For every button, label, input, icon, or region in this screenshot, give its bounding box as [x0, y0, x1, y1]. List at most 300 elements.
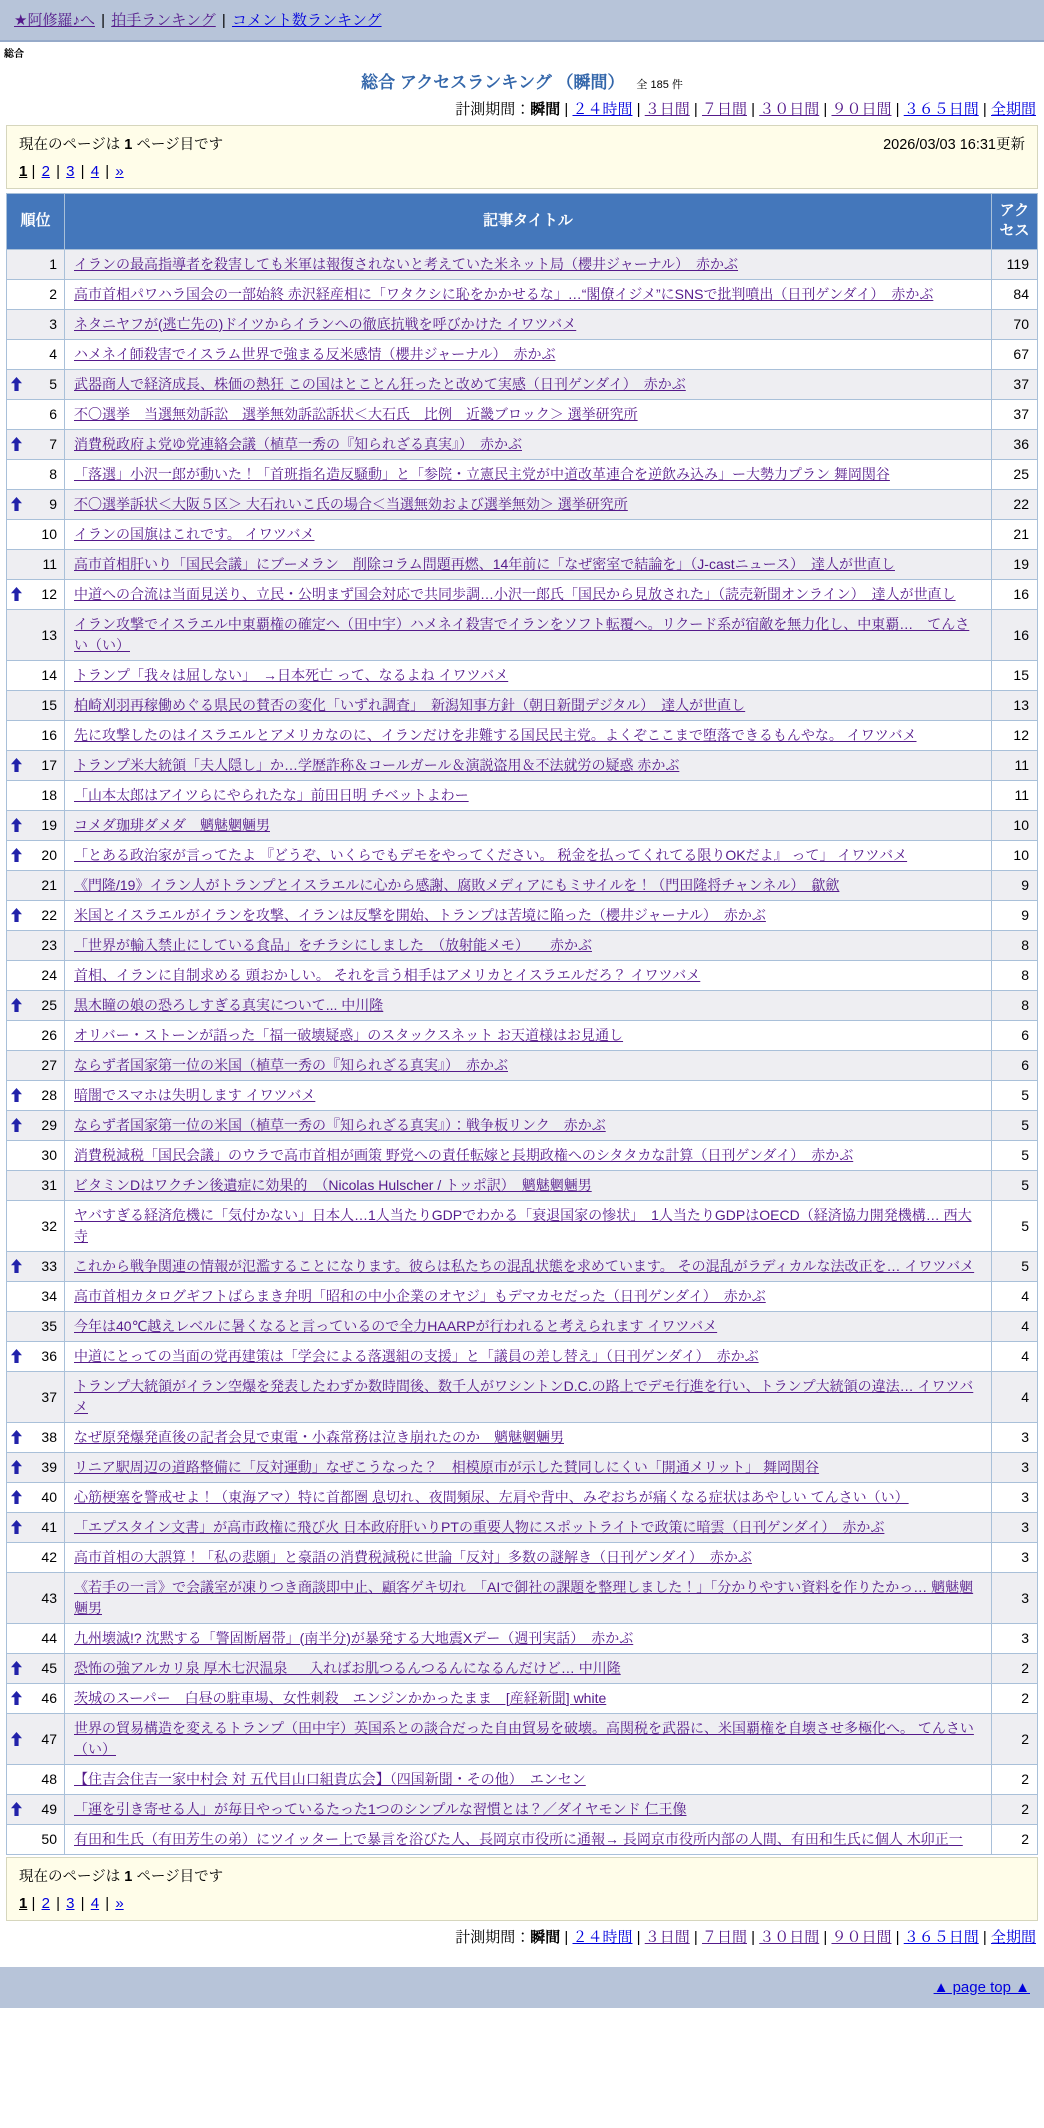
period-link-3[interactable]: ７日間	[701, 1928, 747, 1946]
nav-link-clap-ranking[interactable]: 拍手ランキング	[111, 12, 216, 29]
access-count: 5	[992, 1200, 1038, 1251]
article-link[interactable]: 消費税減税「国民会議」のウラで高市首相が画策 野党への責任転嫁と長期政権へのシタタカな計算（日刊ゲンダイ） 赤かぶ	[74, 1146, 854, 1163]
rank-cell	[7, 1794, 65, 1824]
rank-number: 39	[41, 1459, 57, 1475]
ranking-table	[6, 193, 1038, 1855]
title-cell	[65, 810, 992, 840]
table-row	[7, 1311, 1038, 1341]
separator: |	[891, 101, 904, 118]
rank-up-arrow-icon	[11, 1691, 22, 1705]
article-link[interactable]: ヤバすぎる経済危機に「気付かない」日本人…1人当たりGDPでわかる「衰退国家の惨状」 1人当たりGDPはOECD（経済協力開発機構… 西大寺	[74, 1206, 972, 1244]
column-header-title: 記事タイトル	[65, 194, 992, 250]
title-cell	[65, 1653, 992, 1683]
title-cell	[65, 1251, 992, 1281]
rank-number: 33	[41, 1258, 57, 1274]
article-link[interactable]: オリバー・ストーンが語った「福一破壊疑惑」のスタックスネット お天道様はお見通し	[74, 1026, 624, 1043]
rank-number: 29	[41, 1117, 57, 1133]
title-cell	[65, 960, 992, 990]
rank-up-arrow-icon	[11, 497, 22, 511]
rank-cell	[7, 960, 65, 990]
rank-cell	[7, 519, 65, 549]
table-row	[7, 309, 1038, 339]
rank-up-arrow-icon	[11, 1490, 22, 1504]
rank-cell	[7, 810, 65, 840]
table-row	[7, 810, 1038, 840]
rank-number: 36	[41, 1348, 57, 1364]
access-count: 3	[992, 1542, 1038, 1572]
rank-up-arrow-icon	[11, 1732, 22, 1746]
current-page-number: 1	[124, 1868, 133, 1885]
article-link[interactable]: 「世界が輸入禁止にしている食品」をチラシにしました （放射能メモ） 赤かぶ	[74, 936, 592, 953]
access-count: 16	[992, 609, 1038, 660]
period-link-0: 瞬間	[530, 101, 561, 118]
article-link[interactable]: 高市首相パワハラ国会の一部始終 赤沢経産相に「ワタクシに恥をかかせるな」…“閣僚イジメ”にSNSで批判噴出（日刊ゲンダイ） 赤かぶ	[74, 285, 934, 302]
table-row	[7, 1794, 1038, 1824]
period-link-3[interactable]: ７日間	[701, 101, 747, 118]
article-link[interactable]: 米国とイスラエルがイランを攻撃、イランは反撃を開始、トランプは苦境に陥った（櫻井ジャーナル） 赤かぶ	[74, 906, 766, 923]
access-count: 11	[992, 780, 1038, 810]
access-count: 9	[992, 900, 1038, 930]
rank-cell	[7, 690, 65, 720]
rank-number: 14	[41, 667, 57, 683]
access-count: 3	[992, 1572, 1038, 1623]
article-link[interactable]: 柏崎刈羽再稼働めぐる県民の賛否の変化「いずれ調査」 新潟知事方針（朝日新聞デジタル） 達人が世直し	[74, 696, 746, 713]
table-row	[7, 840, 1038, 870]
table-row	[7, 1452, 1038, 1482]
access-count: 10	[992, 810, 1038, 840]
rank-up-arrow-icon	[11, 848, 22, 862]
rank-cell	[7, 429, 65, 459]
article-link[interactable]: コメダ珈琲ダメダ 魑魅魍魎男	[74, 816, 270, 833]
rank-number: 1	[49, 256, 57, 272]
access-count: 4	[992, 1311, 1038, 1341]
rank-cell	[7, 369, 65, 399]
article-link[interactable]: 武器商人で経済成長、株価の熱狂 この国はとことん狂ったと改めて実感（日刊ゲンダイ） 赤かぶ	[74, 375, 686, 392]
article-link[interactable]: 「エプスタイン文書」が高市政権に飛び火 日本政府肝いりPTの重要人物にスポットライトで政策に暗雲（日刊ゲンダイ） 赤かぶ	[74, 1518, 885, 1535]
title-cell	[65, 870, 992, 900]
table-row	[7, 489, 1038, 519]
article-link[interactable]: トランプ米大統領「夫人隠し」か…学歴詐称＆コールガール＆演説盗用＆不法就労の疑惑 赤かぶ	[74, 756, 680, 773]
rank-cell	[7, 1542, 65, 1572]
top-nav-bar	[0, 0, 1044, 42]
article-link[interactable]: 《門隆/19》イラン人がトランプとイスラエルに心から感謝、腐敗メディアにもミサイルを！（門田隆将チャンネル） 歙歛	[74, 876, 840, 893]
title-cell	[65, 1623, 992, 1653]
page-link-3[interactable]: 3	[66, 1894, 75, 1912]
separator: |	[101, 163, 114, 180]
article-link[interactable]: 高市首相カタログギフトばらまき弁明「昭和の中小企業のオヤジ」もデマカセだった（日刊ゲンダイ） 赤かぶ	[74, 1287, 766, 1304]
rank-number: 47	[41, 1730, 57, 1747]
article-link[interactable]: リニア駅周辺の道路整備に「反対運動」なぜこうなった？ 相模原市が示した賛同しにくい「開通メリット」 舞岡関谷	[74, 1458, 820, 1475]
article-link[interactable]: 有田和生氏（有田芳生の弟）にツイッター上で暴言を浴びた人、長岡京市役所に通報→ 長岡京市役所内部の人間、有田和生氏に個人 木卯正一	[74, 1830, 963, 1847]
table-row	[7, 1170, 1038, 1200]
article-link[interactable]: 「落選」小沢一郎が動いた！「首班指名造反騒動」と「参院・立憲民主党が中道改革連合を逆飲み込み」ー大勢力プラン 舞岡関谷	[74, 465, 890, 482]
rank-cell	[7, 1683, 65, 1713]
title-cell	[65, 1452, 992, 1482]
separator: |	[747, 1928, 760, 1946]
table-row	[7, 1572, 1038, 1623]
title-cell	[65, 1281, 992, 1311]
separator: |	[560, 101, 573, 118]
total-count: 全 185 件	[636, 79, 683, 91]
rank-cell	[7, 1110, 65, 1140]
article-link[interactable]: 消費税政府よ党ゆ党連絡会議（植草一秀の『知られざる真実』） 赤かぶ	[74, 435, 522, 452]
article-link[interactable]: 中道への合流は当面見送り、立民・公明まず国会対応で共同歩調…小沢一郎氏「国民から見放された」（読売新聞オンライン） 達人が世直し	[74, 585, 956, 602]
table-row	[7, 900, 1038, 930]
period-link-1[interactable]: ２４時間	[572, 1928, 633, 1946]
separator: |	[747, 101, 760, 118]
access-count: 67	[992, 339, 1038, 369]
title-cell	[65, 780, 992, 810]
access-count: 3	[992, 1452, 1038, 1482]
updated-timestamp: 2026/03/03 16:31更新	[883, 137, 1025, 153]
current-page-text: 現在のページは 1 ページ目です	[19, 137, 224, 153]
access-count: 37	[992, 399, 1038, 429]
rank-cell	[7, 1251, 65, 1281]
separator: |	[978, 1928, 991, 1946]
rank-cell	[7, 1080, 65, 1110]
page-title: 総合 アクセスランキング （瞬間）	[361, 73, 625, 92]
title-cell	[65, 750, 992, 780]
rank-up-arrow-icon	[11, 437, 22, 451]
rank-number: 4	[49, 346, 57, 362]
article-link[interactable]: 世界の貿易構造を変えるトランプ（田中宇）英国系との談合だった自由貿易を破壊。高関税を武器に、米国覇権を自壊させ多極化へ。 てんさい（い）	[74, 1719, 974, 1757]
access-count: 12	[992, 720, 1038, 750]
rank-number: 50	[41, 1831, 57, 1847]
access-count: 37	[992, 369, 1038, 399]
table-row	[7, 1251, 1038, 1281]
access-count: 8	[992, 960, 1038, 990]
article-link[interactable]: 黒木瞳の娘の恐ろしすぎる真実について... 中川隆	[74, 996, 384, 1013]
rank-number: 7	[49, 436, 57, 452]
rank-number: 24	[41, 967, 57, 983]
separator: |	[689, 1928, 702, 1946]
period-nav-bottom	[0, 1923, 1044, 1951]
rank-cell	[7, 1341, 65, 1371]
table-row	[7, 339, 1038, 369]
rank-up-arrow-icon	[11, 758, 22, 772]
access-count: 4	[992, 1281, 1038, 1311]
access-count: 6	[992, 1050, 1038, 1080]
rank-number: 45	[41, 1660, 57, 1676]
title-cell	[65, 279, 992, 309]
table-row	[7, 1341, 1038, 1371]
article-link[interactable]: 心筋梗塞を警戒せよ！（東海アマ）特に首都圏 息切れ、夜間頻尿、左肩や背中、みぞおちが痛くなる症状はあやしい てんさい（い）	[74, 1488, 909, 1505]
table-row	[7, 960, 1038, 990]
article-link[interactable]: 「運を引き寄せる人」が毎日やっているたった1つのシンプルな習慣とは？／ダイヤモンド 仁王像	[74, 1800, 687, 1817]
separator: |	[689, 101, 702, 118]
period-link-7[interactable]: 全期間	[990, 101, 1036, 118]
article-link[interactable]: なぜ原発爆発直後の記者会見で東電・小森常務は泣き崩れたのか 魑魅魍魎男	[74, 1428, 564, 1445]
rank-number: 34	[41, 1288, 57, 1304]
page-link-»[interactable]: »	[115, 1894, 124, 1912]
rank-number: 6	[49, 406, 57, 422]
access-count: 5	[992, 1140, 1038, 1170]
footer-bar	[0, 1967, 1044, 2008]
rank-cell	[7, 1824, 65, 1854]
rank-cell	[7, 1050, 65, 1080]
page-link-1: 1	[19, 1894, 28, 1912]
table-row	[7, 1482, 1038, 1512]
rank-number: 20	[41, 847, 57, 863]
access-count: 9	[992, 870, 1038, 900]
table-row	[7, 579, 1038, 609]
title-cell	[65, 489, 992, 519]
separator: |	[27, 163, 40, 180]
rank-number: 41	[41, 1519, 57, 1535]
access-count: 19	[992, 549, 1038, 579]
separator: |	[560, 1928, 573, 1946]
table-row	[7, 690, 1038, 720]
rank-cell	[7, 399, 65, 429]
rank-up-arrow-icon	[11, 587, 22, 601]
table-row	[7, 720, 1038, 750]
title-cell	[65, 1050, 992, 1080]
title-cell	[65, 1512, 992, 1542]
article-link[interactable]: 《若手の一言》で会議室が凍りつき商談即中止、顧客ゲキ切れ 「AIで御社の課題を整理しました！」「分かりやすい資料を作りたかっ… 魑魅魍魎男	[74, 1578, 974, 1616]
access-count: 10	[992, 840, 1038, 870]
rank-cell	[7, 1170, 65, 1200]
column-header-rank: 順位	[7, 194, 65, 250]
title-cell	[65, 1482, 992, 1512]
title-cell	[65, 1371, 992, 1422]
rank-cell	[7, 1713, 65, 1764]
separator: |	[632, 101, 645, 118]
title-cell	[65, 990, 992, 1020]
rank-number: 3	[49, 316, 57, 332]
rank-up-arrow-icon	[11, 377, 22, 391]
access-count: 2	[992, 1683, 1038, 1713]
article-link[interactable]: 暗闇でスマホは失明します イワツバメ	[74, 1086, 316, 1103]
period-link-2[interactable]: ３日間	[644, 101, 690, 118]
rank-number: 40	[41, 1489, 57, 1505]
article-link[interactable]: ハメネイ師殺害でイスラム世界で強まる反米感情（櫻井ジャーナル） 赤かぶ	[74, 345, 556, 362]
period-link-4[interactable]: ３０日間	[759, 101, 820, 118]
rank-number: 46	[41, 1690, 57, 1706]
nav-link-asyura-home[interactable]: ★阿修羅♪へ	[14, 12, 95, 29]
article-link[interactable]: 先に攻撃したのはイスラエルとアメリカなのに、イランだけを非難する国民民主党。よくぞここまで堕落できるもんやな。 イワツバメ	[74, 726, 917, 743]
access-count: 2	[992, 1764, 1038, 1794]
rank-number: 32	[41, 1217, 57, 1234]
article-link[interactable]: 茨城のスーパー 白昼の駐車場、女性刺殺 エンジンかかったまま [産経新聞] white	[74, 1689, 607, 1706]
rank-number: 44	[41, 1630, 57, 1646]
pagination-top	[19, 163, 1025, 180]
access-count: 84	[992, 279, 1038, 309]
separator: |	[819, 101, 832, 118]
access-count: 3	[992, 1482, 1038, 1512]
page-link-2[interactable]: 2	[41, 163, 50, 180]
period-link-0: 瞬間	[530, 1928, 561, 1946]
title-cell	[65, 1542, 992, 1572]
period-label: 計測期間：	[455, 1928, 531, 1946]
info-box-top	[6, 125, 1038, 189]
period-link-7[interactable]: 全期間	[990, 1928, 1036, 1946]
article-link[interactable]: 高市首相肝いり「国民会議」にブーメラン 削除コラム問題再燃、14年前に「なぜ密室で結論を」（J-castニュース） 達人が世直し	[74, 555, 895, 572]
rank-number: 13	[41, 626, 57, 643]
article-link[interactable]: 不〇選挙 当選無効訴訟 選挙無効訴訟訴状＜大石氏 比例 近畿ブロック＞ 選挙研究所	[74, 405, 638, 422]
rank-number: 25	[41, 997, 57, 1013]
article-link[interactable]: ビタミンDはワクチン後遺症に効果的 （Nicolas Hulscher / トッポ訳） 魑魅魍魎男	[74, 1176, 592, 1193]
period-link-4[interactable]: ３０日間	[759, 1928, 820, 1946]
title-cell	[65, 900, 992, 930]
rank-number: 17	[41, 757, 57, 773]
table-row	[7, 1140, 1038, 1170]
title-cell	[65, 399, 992, 429]
rank-number: 27	[41, 1057, 57, 1073]
separator: |	[978, 101, 991, 118]
article-link[interactable]: イラン攻撃でイスラエル中東覇権の確定へ（田中宇）ハメネイ殺害でイランをソフト転覆へ。リクード系が宿敵を無力化し、中東覇… てんさい（い）	[74, 615, 970, 653]
rank-number: 5	[49, 376, 57, 392]
rank-number: 48	[41, 1771, 57, 1787]
period-link-6[interactable]: ３６５日間	[903, 1928, 979, 1946]
period-link-1[interactable]: ２４時間	[572, 101, 633, 118]
board-label: 総合	[4, 49, 24, 60]
access-count: 2	[992, 1653, 1038, 1683]
title-cell	[65, 1341, 992, 1371]
table-row	[7, 1050, 1038, 1080]
separator: |	[217, 12, 230, 29]
separator: |	[101, 1894, 114, 1912]
article-link[interactable]: これから戦争関連の情報が氾濫することになります。彼らは私たちの混乱状態を求めています。 その混乱がラディカルな法改正を… イワツバメ	[74, 1257, 975, 1274]
nav-link-comment-ranking[interactable]: コメント数ランキング	[231, 12, 382, 29]
rank-up-arrow-icon	[11, 1349, 22, 1363]
table-row	[7, 1020, 1038, 1050]
rank-number: 49	[41, 1801, 57, 1817]
article-link[interactable]: 【住吉会住吉一家中村会 対 五代目山口組貴広会】（四国新聞・その他） エンセン	[74, 1770, 586, 1787]
separator: |	[76, 1894, 89, 1912]
title-cell	[65, 1311, 992, 1341]
rank-number: 22	[41, 907, 57, 923]
table-row	[7, 549, 1038, 579]
rank-up-arrow-icon	[11, 1520, 22, 1534]
title-cell	[65, 1110, 992, 1140]
article-link[interactable]: イランの最高指導者を殺害しても米軍は報復されないと考えていた米ネット局（櫻井ジャーナル） 赤かぶ	[74, 255, 739, 272]
table-row	[7, 1623, 1038, 1653]
rank-cell	[7, 660, 65, 690]
table-row	[7, 1764, 1038, 1794]
title-row	[0, 68, 1044, 93]
page-link-4[interactable]: 4	[90, 1894, 100, 1912]
rank-cell	[7, 870, 65, 900]
article-link[interactable]: 「とある政治家が言ってたよ 『どうぞ、いくらでもデモをやってください。 税金を払ってくれてる限りOKだよ』 って」 イワツバメ	[74, 846, 908, 863]
table-row	[7, 459, 1038, 489]
page-link-3[interactable]: 3	[66, 163, 75, 180]
article-link[interactable]: 今年は40℃越えレベルに暑くなると言っているので全力HAARPが行われると考えられます イワツバメ	[74, 1317, 718, 1334]
table-row	[7, 1080, 1038, 1110]
table-row	[7, 660, 1038, 690]
rank-cell	[7, 1572, 65, 1623]
access-count: 13	[992, 690, 1038, 720]
article-link[interactable]: 九州壊滅!? 沈黙する「警固断層帯」(南半分)が暴発する大地震Xデー（週刊実話） 赤かぶ	[74, 1629, 634, 1646]
title-cell	[65, 1422, 992, 1452]
table-row	[7, 1683, 1038, 1713]
access-count: 6	[992, 1020, 1038, 1050]
access-count: 16	[992, 579, 1038, 609]
rank-up-arrow-icon	[11, 818, 22, 832]
page-link-2[interactable]: 2	[41, 1894, 50, 1912]
rank-number: 28	[41, 1087, 57, 1103]
article-link[interactable]: 不〇選挙訴状＜大阪５区＞ 大石れいこ氏の場合＜当選無効および選挙無効＞ 選挙研究所	[74, 495, 628, 512]
article-link[interactable]: 「山本太郎はアイツらにやられたな」前田日明 チベットよわー	[74, 786, 469, 803]
rank-number: 31	[41, 1177, 57, 1193]
rank-number: 9	[49, 496, 57, 512]
table-row	[7, 609, 1038, 660]
article-link[interactable]: ならず者国家第一位の米国（植草一秀の『知られざる真実』） 赤かぶ	[74, 1056, 508, 1073]
rank-cell	[7, 1020, 65, 1050]
table-row	[7, 1653, 1038, 1683]
rank-up-arrow-icon	[11, 1088, 22, 1102]
title-cell	[65, 1572, 992, 1623]
separator: |	[632, 1928, 645, 1946]
rank-number: 38	[41, 1429, 57, 1445]
access-count: 5	[992, 1170, 1038, 1200]
access-count: 2	[992, 1713, 1038, 1764]
article-link[interactable]: 中道にとっての当面の党再建策は「学会による落選組の支援」と「議員の差し替え」（日刊ゲンダイ） 赤かぶ	[74, 1347, 759, 1364]
period-link-5[interactable]: ９０日間	[831, 1928, 892, 1946]
title-cell	[65, 660, 992, 690]
rank-number: 2	[49, 286, 57, 302]
rank-up-arrow-icon	[11, 1661, 22, 1675]
period-link-5[interactable]: ９０日間	[831, 101, 892, 118]
rank-cell	[7, 1200, 65, 1251]
table-row	[7, 279, 1038, 309]
article-link[interactable]: トランプ大統領がイラン空爆を発表したわずか数時間後、数千人がワシントンD.C.の路上でデモ行進を行い、トランプ大統領の違法… イワツバメ	[74, 1377, 974, 1415]
table-row	[7, 1110, 1038, 1140]
access-count: 3	[992, 1623, 1038, 1653]
page-link-»[interactable]: »	[115, 163, 124, 180]
rank-cell	[7, 279, 65, 309]
rank-cell	[7, 1452, 65, 1482]
rank-up-arrow-icon	[11, 1259, 22, 1273]
article-link[interactable]: 恐怖の強アルカリ泉 厚木七沢温泉 ＿ 入ればお肌つるんつるんになるんだけど… 中川隆	[74, 1659, 621, 1676]
period-link-6[interactable]: ３６５日間	[903, 101, 979, 118]
access-count: 25	[992, 459, 1038, 489]
rank-cell	[7, 579, 65, 609]
table-row	[7, 1371, 1038, 1422]
page-link-4[interactable]: 4	[90, 163, 100, 180]
table-row	[7, 1824, 1038, 1854]
article-link[interactable]: ならず者国家第一位の米国（植草一秀の『知られざる真実』）：戦争板リンク 赤かぶ	[74, 1116, 606, 1133]
rank-cell	[7, 1311, 65, 1341]
article-link[interactable]: 高市首相の大誤算！「私の悲願」と豪語の消費税減税に世論「反対」多数の謎解き（日刊ゲンダイ） 赤かぶ	[74, 1548, 752, 1565]
rank-cell	[7, 840, 65, 870]
current-page-text: 現在のページは 1 ページ目です	[19, 1868, 224, 1885]
title-cell	[65, 249, 992, 279]
access-count: 2	[992, 1824, 1038, 1854]
rank-number: 19	[41, 817, 57, 833]
article-link[interactable]: ネタニヤフが(逃亡先の)ドイツからイランへの徹底抗戦を呼びかけた イワツバメ	[74, 315, 577, 332]
rank-cell	[7, 1623, 65, 1653]
article-link[interactable]: 首相、イランに自制求める 頭おかしい。 それを言う相手はアメリカとイスラエルだろ？ イワツバメ	[74, 966, 701, 983]
rank-up-arrow-icon	[11, 998, 22, 1012]
info-box-bottom	[6, 1857, 1038, 1921]
rank-number: 16	[41, 727, 57, 743]
article-link[interactable]: トランプ「我々は屈しない」 →日本死亡 って、なるよね イワツバメ	[74, 666, 509, 683]
page-link-1: 1	[19, 163, 28, 180]
period-link-2[interactable]: ３日間	[644, 1928, 690, 1946]
page-top-link[interactable]: ▲ page top ▲	[933, 1978, 1030, 1996]
rank-number: 23	[41, 937, 57, 953]
separator: |	[96, 12, 110, 29]
column-header-access: アクセス	[992, 194, 1038, 250]
access-count: 4	[992, 1371, 1038, 1422]
rank-number: 8	[49, 466, 57, 482]
article-link[interactable]: イランの国旗はこれです。 イワツバメ	[74, 525, 315, 542]
rank-cell	[7, 1482, 65, 1512]
rank-number: 12	[41, 586, 57, 602]
separator: |	[51, 163, 65, 180]
separator: |	[819, 1928, 832, 1946]
table-row	[7, 1713, 1038, 1764]
